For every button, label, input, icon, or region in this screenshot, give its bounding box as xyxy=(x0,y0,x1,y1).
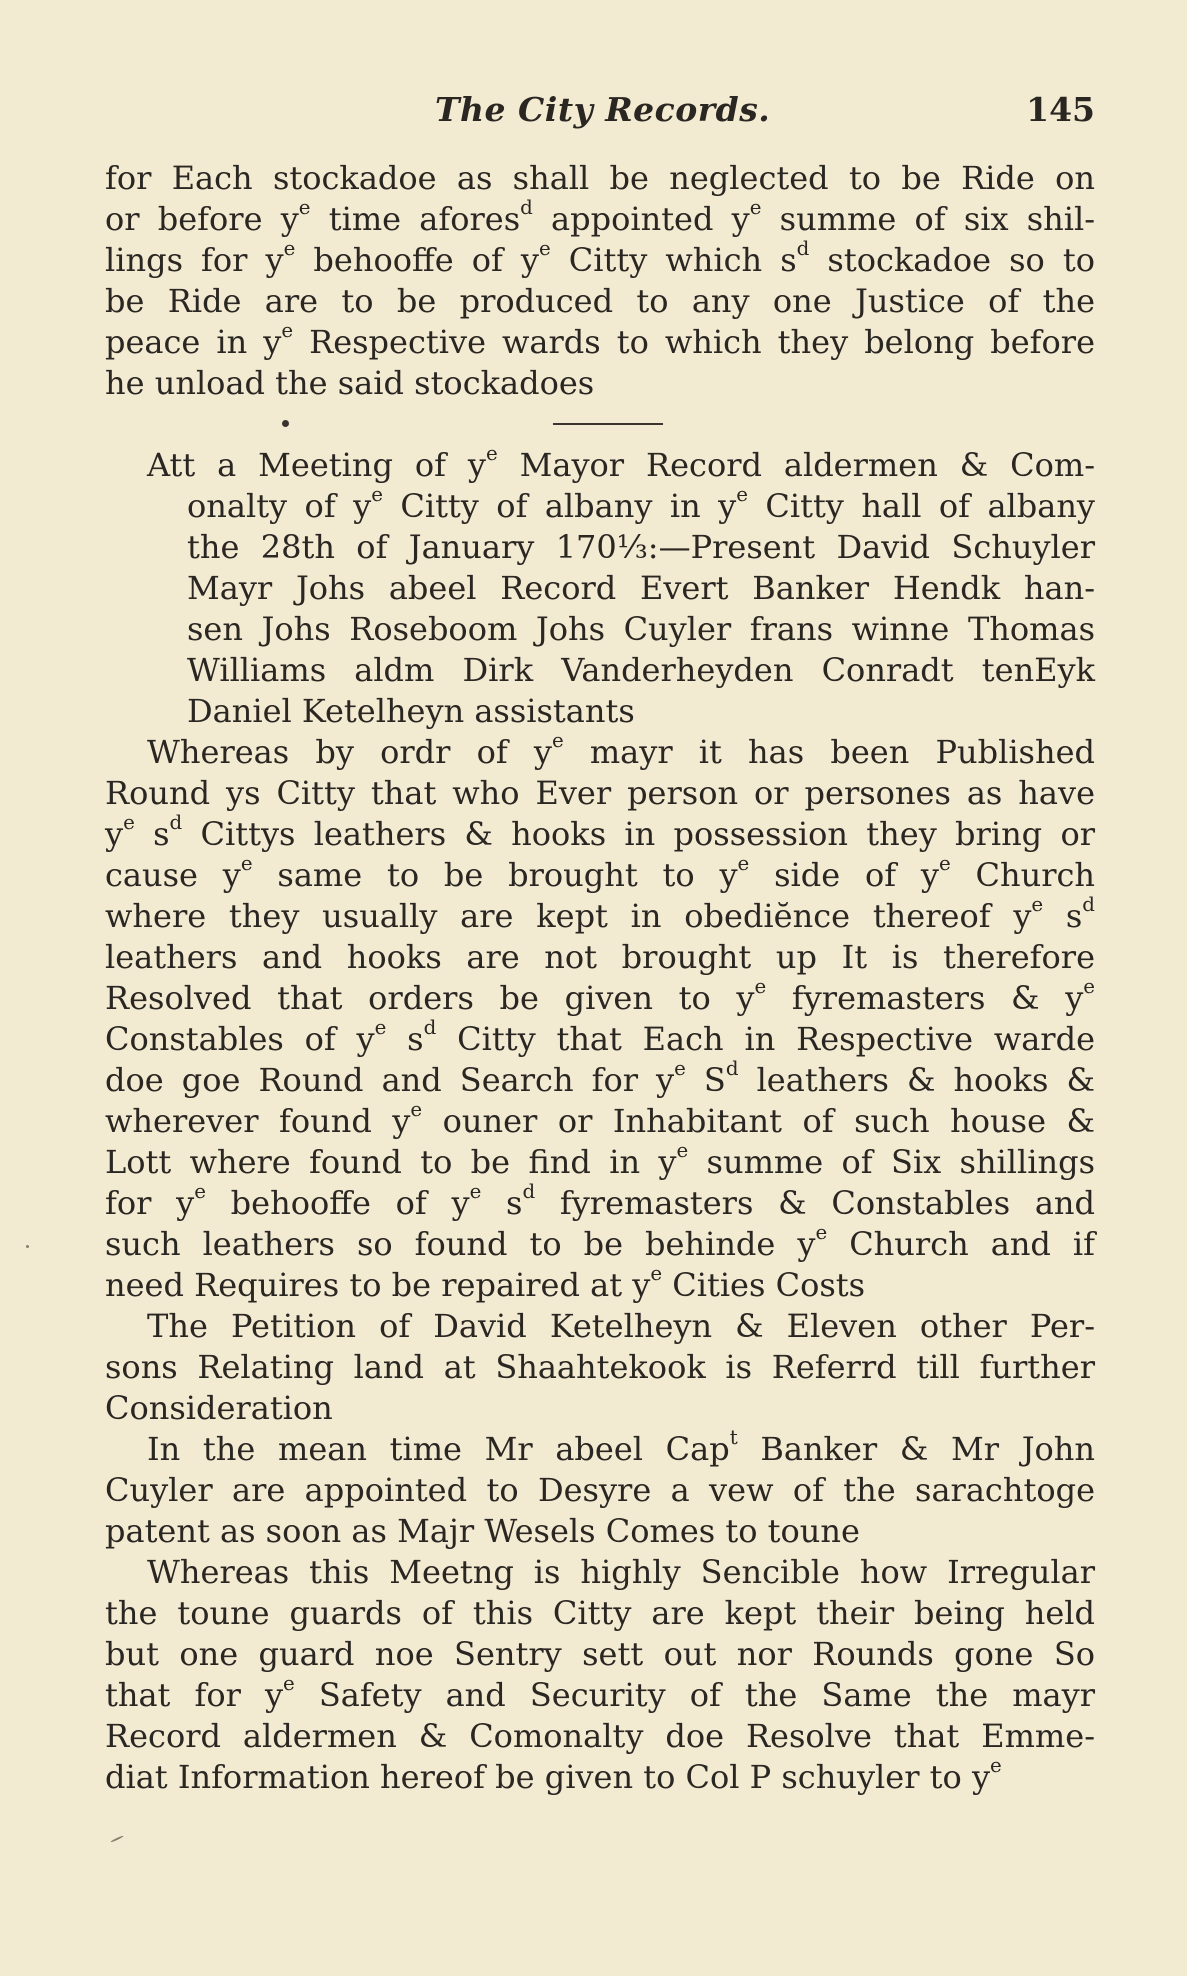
text-run: same to be brought to y xyxy=(252,856,738,894)
superscript: d xyxy=(423,1016,437,1040)
text-run: s xyxy=(481,1184,523,1222)
text-run: that for y xyxy=(105,1676,284,1714)
text-line xyxy=(105,1221,1096,1265)
text-line xyxy=(105,1057,1096,1101)
text-run: summe of Six shillings xyxy=(688,1143,1096,1181)
superscript: d xyxy=(1082,893,1095,917)
superscript: d xyxy=(169,811,183,835)
text-run: he unload the said stockadoes xyxy=(105,364,595,402)
text-line xyxy=(105,852,1096,896)
text-run: Lott where found to be find in y xyxy=(105,1143,677,1181)
text-run: Consideration xyxy=(105,1389,333,1427)
text-run: stockadoe so to xyxy=(809,241,1096,279)
page-number: 145 xyxy=(1026,90,1095,129)
paper-speck xyxy=(110,1835,124,1843)
text-run: The Petition of David Ketelheyn & Eleven other Per- xyxy=(147,1307,1095,1345)
text-line xyxy=(105,442,1096,486)
paper-speck xyxy=(26,1245,29,1248)
superscript: e xyxy=(551,729,564,753)
text-run: time afores xyxy=(310,200,521,238)
text-run: Banker & Mr John xyxy=(737,1430,1095,1468)
superscript: e xyxy=(676,1139,689,1163)
text-line xyxy=(105,1716,1095,1757)
text-line xyxy=(105,1593,1095,1634)
text-run: where they usually are kept in obediĕnce thereof y xyxy=(105,897,1032,935)
text-line xyxy=(105,1754,1095,1798)
text-run: leathers and hooks are not brought up It is therefore xyxy=(105,938,1095,976)
paragraph-stockadoe-fine xyxy=(105,158,1095,404)
text-run: In the mean time Mr abeel Cap xyxy=(147,1430,730,1468)
text-line xyxy=(105,1634,1095,1675)
text-run: peace in y xyxy=(105,323,282,361)
text-run: but one guard noe Sentry sett out nor Rounds gone So xyxy=(105,1635,1095,1673)
text-run: such leathers so found to be behinde y xyxy=(105,1225,816,1263)
text-line xyxy=(105,568,1095,609)
text-run: Mayr Johs abeel Record Evert Banker Hendk han- xyxy=(187,569,1095,607)
text-run: Cittys leathers & hooks in possession they bring or xyxy=(182,815,1096,853)
text-line xyxy=(105,1388,1095,1429)
text-line xyxy=(105,609,1095,650)
text-run: cause y xyxy=(105,856,241,894)
text-run: s xyxy=(1043,897,1083,935)
text-line xyxy=(105,1470,1095,1511)
text-line xyxy=(105,281,1095,322)
paragraph-leathers-hooks xyxy=(105,729,1096,1306)
superscript: e xyxy=(485,442,498,466)
text-run: y xyxy=(105,815,124,853)
text-run: leathers & hooks & xyxy=(738,1061,1096,1099)
text-run: lings for y xyxy=(105,241,284,279)
running-title: The City Records. xyxy=(435,90,771,129)
superscript: e xyxy=(938,852,951,876)
text-line xyxy=(105,937,1095,978)
superscript: e xyxy=(240,852,253,876)
text-run: Williams aldm Dirk Vanderheyden Conradt tenEyk xyxy=(187,651,1095,689)
text-line xyxy=(105,1552,1095,1593)
text-line xyxy=(105,237,1096,281)
text-run: Safety and Security of the Same the mayr xyxy=(294,1676,1095,1714)
text-run: the toune guards of this Citty are kept their being held xyxy=(105,1594,1095,1632)
text-run: S xyxy=(685,1061,726,1099)
superscript: e xyxy=(754,975,767,999)
text-run: Record aldermen & Comonalty doe Resolve that Emme- xyxy=(105,1717,1095,1755)
text-run: fyremasters & y xyxy=(766,979,1084,1017)
text-run: Round ys Citty that who Ever person or persones as have xyxy=(105,774,1095,812)
text-run: Att a Meeting of y xyxy=(147,446,486,484)
text-line xyxy=(105,811,1096,855)
text-run: Resolved that orders be given to y xyxy=(105,979,755,1017)
text-run: side of y xyxy=(749,856,939,894)
text-run: diat Information hereof be given to Col P schuyler to y xyxy=(105,1758,991,1796)
superscript: d xyxy=(520,196,533,220)
text-run: or before y xyxy=(105,200,299,238)
text-run: Church xyxy=(950,856,1096,894)
superscript: e xyxy=(123,811,135,835)
text-run: Church and if xyxy=(827,1225,1096,1263)
text-run: Constables of y xyxy=(105,1020,375,1058)
superscript: d xyxy=(725,1057,739,1081)
text-line xyxy=(105,158,1095,199)
text-run: behooffe of y xyxy=(205,1184,470,1222)
superscript: e xyxy=(736,483,748,507)
text-line xyxy=(105,1672,1095,1716)
text-run: fyremasters & Constables and xyxy=(535,1184,1096,1222)
text-run: patent as soon as Majr Wesels Comes to toune xyxy=(105,1512,860,1550)
superscript: d xyxy=(796,237,810,261)
text-run: summe of six shil- xyxy=(761,200,1096,238)
text-run: sen Johs Roseboom Johs Cuyler frans winne Thomas xyxy=(187,610,1095,648)
text-run: Respective wards to which they belong before xyxy=(293,323,1096,361)
superscript: e xyxy=(815,1221,828,1245)
text-run: appointed y xyxy=(532,200,750,238)
superscript: e xyxy=(737,852,750,876)
text-run: s xyxy=(134,815,170,853)
superscript: e xyxy=(650,1262,663,1286)
text-run: onalty of y xyxy=(187,487,372,525)
superscript: e xyxy=(674,1057,686,1081)
text-run: Citty of albany in y xyxy=(382,487,737,525)
superscript: e xyxy=(371,483,383,507)
text-run: need Requires to be repaired at y xyxy=(105,1266,651,1304)
text-line xyxy=(105,1511,1095,1552)
text-line xyxy=(105,363,1095,404)
text-run: Whereas this Meetng is highly Sencible how Irregular xyxy=(147,1553,1095,1591)
text-line xyxy=(105,483,1096,527)
text-run: Cuyler are appointed to Desyre a vew of the sarachtoge xyxy=(105,1471,1095,1509)
text-line xyxy=(105,691,1095,732)
text-line xyxy=(105,1262,1095,1306)
paragraph-toune-guards xyxy=(105,1552,1095,1798)
text-run: doe goe Round and Search for y xyxy=(105,1061,675,1099)
text-run: ouner or Inhabitant of such house & xyxy=(422,1102,1096,1140)
paragraph-petition xyxy=(105,1306,1095,1429)
superscript: e xyxy=(410,1098,423,1122)
text-run: for y xyxy=(105,1184,195,1222)
superscript: e xyxy=(283,1672,295,1696)
text-run: Citty that Each in Respective warde xyxy=(436,1020,1096,1058)
superscript: e xyxy=(749,196,762,220)
text-run: wherever found y xyxy=(105,1102,411,1140)
superscript: e xyxy=(539,237,551,261)
text-run: Mayor Record aldermen & Com- xyxy=(497,446,1096,484)
text-line xyxy=(105,650,1095,691)
text-line xyxy=(105,975,1096,1019)
text-line xyxy=(105,319,1096,363)
text-line xyxy=(105,1306,1095,1347)
text-run: mayr it has been Published xyxy=(563,733,1096,771)
superscript: e xyxy=(281,319,294,343)
text-run: the 28th of January 170⅓:—Present David Schuyler xyxy=(187,528,1095,566)
text-run: Citty hall of albany xyxy=(747,487,1096,525)
text-run: Cities Costs xyxy=(662,1266,866,1304)
text-run: sons Relating land at Shaahtekook is Referrd till further xyxy=(105,1348,1095,1386)
superscript: t xyxy=(729,1426,738,1450)
text-line xyxy=(105,1426,1095,1470)
text-line xyxy=(105,729,1096,773)
text-line xyxy=(105,773,1095,814)
text-line xyxy=(105,1347,1095,1388)
text-line xyxy=(105,1139,1096,1183)
text-run: Daniel Ketelheyn assistants xyxy=(187,692,635,730)
superscript: e xyxy=(1083,975,1096,999)
text-line xyxy=(105,1180,1096,1224)
body-text xyxy=(105,158,1095,1798)
paragraph-sarachtoge-patent xyxy=(105,1426,1095,1552)
text-run: Whereas by ordr of y xyxy=(147,733,552,771)
superscript: e xyxy=(194,1180,206,1204)
superscript: e xyxy=(374,1016,387,1040)
text-line xyxy=(105,1098,1096,1142)
superscript: e xyxy=(469,1180,482,1204)
text-line xyxy=(105,527,1095,568)
text-run: Citty which s xyxy=(550,241,797,279)
text-run: behooffe of y xyxy=(295,241,539,279)
text-run: s xyxy=(386,1020,424,1058)
paragraph-meeting-attendance xyxy=(105,442,1096,732)
text-line xyxy=(105,893,1095,937)
page-header xyxy=(105,90,1095,134)
superscript: e xyxy=(990,1754,1002,1778)
superscript: d xyxy=(522,1180,536,1204)
superscript: e xyxy=(298,196,311,220)
superscript: e xyxy=(283,237,296,261)
text-run: for Each stockadoe as shall be neglected to be Ride on xyxy=(105,159,1095,197)
superscript: e xyxy=(1031,893,1044,917)
text-run: be Ride are to be produced to any one Justice of the xyxy=(105,282,1095,320)
text-line xyxy=(105,196,1096,240)
text-line xyxy=(105,1016,1096,1060)
